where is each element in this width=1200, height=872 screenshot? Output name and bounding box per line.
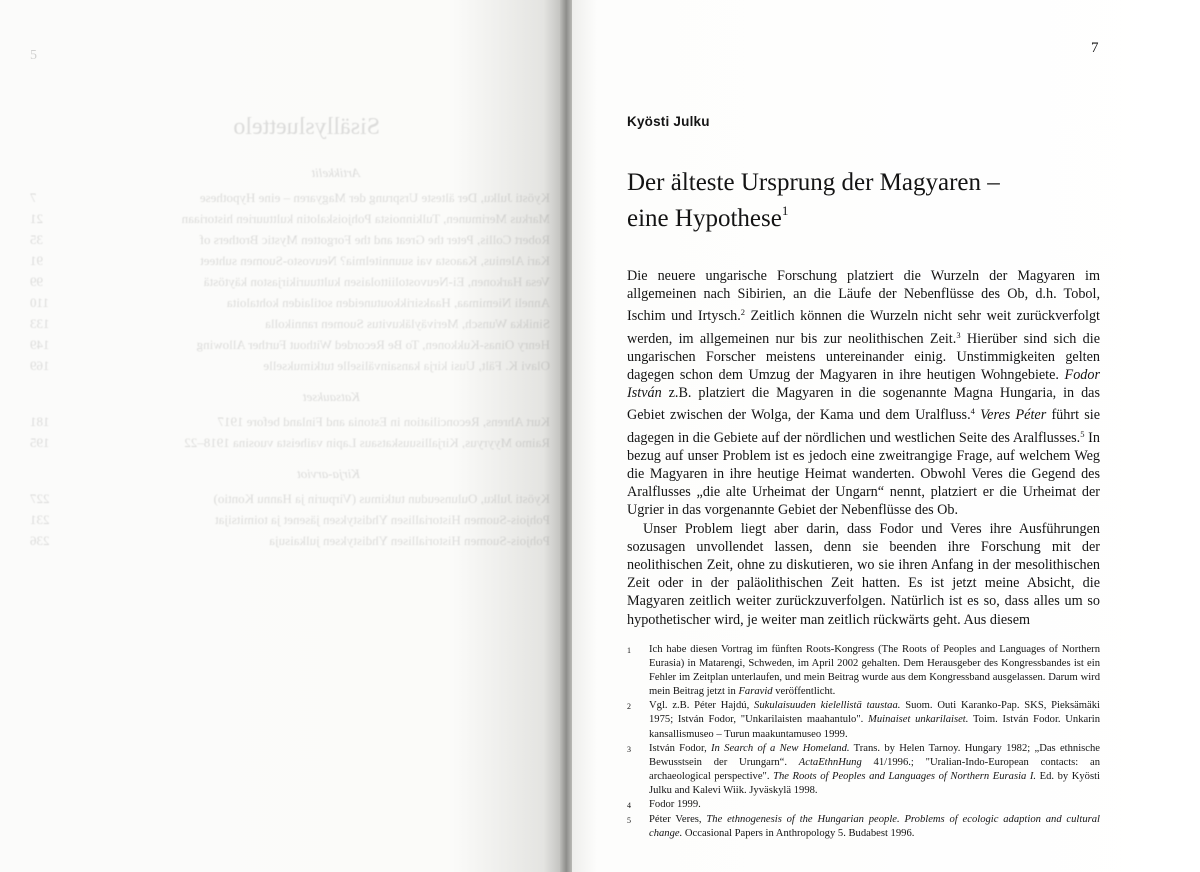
contents-entry-page: 21 bbox=[30, 211, 43, 226]
contents-entry bbox=[30, 273, 550, 290]
footnote-text: Péter Veres, bbox=[649, 814, 707, 826]
footnote-italic: The Roots of Peoples and Languages of Northern Eurasia I. bbox=[773, 770, 1037, 782]
contents-entry bbox=[30, 231, 550, 248]
footnote-italic: The ethnogenesis of the Hungarian people. Problems of ecologic adaption and cultural change. bbox=[649, 814, 1100, 840]
left-page-number: 5 bbox=[30, 48, 37, 63]
contents-entry bbox=[30, 413, 550, 430]
footnote-1 bbox=[627, 643, 1100, 699]
contents-entry bbox=[30, 252, 550, 269]
footnote-text: Ich habe diesen Vortrag im fünften Roots-Kongress (The Roots of Peoples and Languages of Northern Eurasia) in Matarengi, Schweden, im April 2002 gehalten. Dem Herausgeber des Kongressbandes ist ein Fehler im Zeitplan unterlaufen, und mein Beitrag wurde aus dem Kongressband ausgelassen. Darum wird mein Beitrag jetzt in bbox=[649, 644, 1100, 698]
contents-entry-page: 91 bbox=[30, 253, 43, 268]
contents-entry-title: Kari Alenius, Kaaosta vai suunnitelmia? Neuvosto-Suomen suhteet bbox=[200, 253, 550, 268]
footnote-text: István Fodor, bbox=[649, 742, 712, 754]
p1-text-4: z.B. platziert die Magyaren in die sogenannte Magna Hungaria, in das Gebiet zwischen der Wolga, der Kama und dem Uralfluss. bbox=[627, 385, 1100, 424]
contents-entry-title: Anneli Niemimaa, Haaksirikkoutuneiden sotilaiden kohtaloita bbox=[226, 295, 550, 310]
p1-text-5: führt sie dagegen in die Gebiete auf der nördlichen und westlichen Seite des Aralflusses. bbox=[627, 407, 1100, 446]
contents-entry bbox=[30, 189, 550, 206]
contents-entry-title: Kyösti Julku, Der älteste Ursprung der Magyaren – eine Hypothese bbox=[199, 190, 550, 205]
contents-entry bbox=[30, 511, 550, 528]
p1-name-fodor: Fodor István bbox=[627, 367, 1100, 402]
contents-section-reviews: Katsaukset bbox=[302, 389, 360, 404]
contents-section-book-reviews: Kirja-arviot bbox=[297, 466, 360, 481]
contents-entry bbox=[30, 336, 550, 353]
footnote-text: Toim. István Fodor. Unkarin kansallismuseo – Turun maakuntamuseo 1999. bbox=[649, 714, 1100, 740]
footnote-text: 41/1996.; "Uralian-Indo-European contacts: an archaeological perspective". bbox=[649, 756, 1101, 782]
contents-entry-page: 227 bbox=[30, 491, 50, 506]
contents-entry-title: Sinikka Wunsch, Meriväyläkuvitus Suomen rannikolla bbox=[265, 316, 550, 331]
footnote-number: 3 bbox=[627, 744, 631, 754]
footnote-text: Occasional Papers in Anthropology 5. Budabest 1996. bbox=[682, 828, 915, 840]
footnote-ref-4: 4 bbox=[970, 406, 975, 417]
contents-entry-title: Pohjois-Suomen Historiallisen Yhdistyksen julkaisuja bbox=[269, 533, 550, 548]
title-line-2: eine Hypothese bbox=[627, 205, 782, 232]
footnote-number: 2 bbox=[627, 702, 631, 712]
p1-text-1: Die neuere ungarische Forschung platziert die Wurzeln der Magyaren im allgemeinen nach Sibirien, an die Läufe der Nebenflüsse des Ob, d.h. Tobol, Ischim und Irtysch. bbox=[627, 268, 1100, 325]
footnote-2 bbox=[627, 699, 1100, 741]
footnote-italic: Muinaiset unkarilaiset. bbox=[868, 714, 969, 726]
contents-entry bbox=[30, 210, 550, 227]
footnote-ref-3: 3 bbox=[956, 329, 961, 340]
article-body bbox=[627, 267, 1100, 629]
paragraph-2: Unser Problem liegt aber darin, dass Fodor und Veres ihre Ausführungen sozusagen unvollendet lassen, denn sie beenden ihre Forschung mit der neolithischen Zeit, ohne zu diskutieren, wo sie ihren Anfang in der mesolithischen Zeit oder in der paläolithischen Zeit hatten. Es ist jetzt meine Absicht, die Magyaren zeitlich weiter zurückzuverfolgen. Natürlich ist es so, dass alles um so hypothetischer wird, je weiter man zeitlich rückwärts geht. Aus diesem bbox=[627, 520, 1100, 628]
footnote-number: 4 bbox=[627, 801, 631, 811]
contents-entry-page: 110 bbox=[30, 295, 50, 310]
contents-entry-page: 181 bbox=[30, 414, 50, 429]
p1-name-veres: Veres Péter bbox=[980, 407, 1047, 424]
footnote-4 bbox=[627, 798, 1100, 813]
p1-text-2: Zeitlich können die Wurzeln nicht sehr weit zurückverfolgt werden, im allgemeinen nur bis zur neolithischen Zeit. bbox=[627, 308, 1100, 347]
contents-entry-page: 149 bbox=[30, 337, 50, 352]
footnote-divider bbox=[627, 630, 1100, 632]
contents-entry bbox=[30, 294, 550, 311]
contents-entry-title: Olavi K. Fält, Uusi kirja kansainväliselle tutkimukselle bbox=[263, 358, 550, 373]
paragraph-1 bbox=[627, 267, 1100, 520]
footnote-ref-5: 5 bbox=[1080, 428, 1085, 439]
p1-text-3: Hierüber sind sich die ungarischen Forscher meistens untereinander einig. Unstimmigkeiten gelten dagegen schon dem Umzug der Magyaren in ihre heutigen Wohngebiete. bbox=[627, 330, 1100, 384]
footnote-ref-2: 2 bbox=[740, 307, 746, 318]
p1-text-6: In bezug auf unser Problem ist es jedoch eine zweitrangige Frage, auf welchem Weg die Magyaren in ihre heutige Heimat wanderten. Obwohl Veres die Gegend des Aralflusses „die alte Urheimat der Ungarn“ nennt, platziert er die Urheimat der Ugrier in das vorgenannte Gebiet der Nebenflüsse des Ob. bbox=[627, 429, 1100, 519]
footnote-5 bbox=[627, 813, 1100, 841]
contents-entry-title: Markus Merimunen, Tulkinnoista Pohjoiskalotin kulttuurien historiaan bbox=[181, 211, 550, 226]
article-title bbox=[627, 169, 1097, 233]
contents-entry-page: 236 bbox=[30, 533, 50, 548]
page-number: 7 bbox=[1091, 40, 1099, 56]
contents-entry-title: Raimo Myyryus, Kirjallisuuskatsaus Lapin vaiheista vuosina 1918–22 bbox=[184, 435, 550, 450]
footnote-text: Suom. Outi Karanko-Pap. SKS, Pieksämäki 1975; István Fodor, "Unkarilaisten maahantulo". bbox=[649, 700, 1100, 726]
contents-entry-page: 7 bbox=[30, 190, 37, 205]
contents-entry bbox=[30, 532, 550, 549]
footnote-number: 5 bbox=[627, 816, 631, 826]
contents-entry-page: 133 bbox=[30, 316, 50, 331]
footnote-text: Ed. by Kyösti Julku and Kalevi Wiik. Jyväskylä 1998. bbox=[649, 770, 1100, 796]
contents-entry bbox=[30, 357, 550, 374]
footnote-number: 1 bbox=[627, 646, 631, 655]
contents-entry-title: Kyösti Julku, Oulunseudun tutkimus (Virpurin ja Hannu Kontio) bbox=[213, 491, 550, 506]
contents-entry-title: Vesa Harkonen, Ei-Neuvostoliittolaisen kulttuurikirjaston käytöstä bbox=[203, 274, 550, 289]
footnote-italic: In Search of a New Homeland. bbox=[711, 742, 850, 754]
contents-entry-title: Robert Collis, Peter the Great and the Forgotten Mystic Brothers of bbox=[199, 232, 550, 247]
contents-entry-title: Pohjois-Suomen Historiallisen Yhdistyksen jäsenet ja toimitsijat bbox=[215, 512, 550, 527]
contents-entry-title: Henry Oinas-Kukkonen, To Be Recorded Without Further Allowing bbox=[196, 337, 550, 352]
footnote-italic: Sukulaisuuden kielellistä taustaa. bbox=[754, 700, 901, 712]
contents-entry-page: 169 bbox=[30, 358, 50, 373]
title-footnote-ref: 1 bbox=[781, 203, 789, 218]
contents-entry bbox=[30, 490, 550, 507]
footnotes bbox=[627, 643, 1100, 841]
author-name: Kyösti Julku bbox=[627, 114, 710, 129]
contents-entry-page: 231 bbox=[30, 512, 50, 527]
contents-heading: Sisällysluettelo bbox=[233, 114, 380, 140]
footnote-text: veröffentlicht. bbox=[772, 686, 836, 698]
footnote-italic: Faravid bbox=[738, 686, 773, 698]
contents-entry bbox=[30, 434, 550, 451]
contents-entry-title: Kurt Ahrens, Reconciliation in Estonia and Finland before 1917 bbox=[217, 414, 550, 429]
contents-entry-page: 195 bbox=[30, 435, 50, 450]
contents-entry-page: 35 bbox=[30, 232, 43, 247]
title-line-1: Der älteste Ursprung der Magyaren – bbox=[627, 169, 1000, 196]
footnote-text: Vgl. z.B. Péter Hajdú, bbox=[649, 700, 755, 712]
contents-entry bbox=[30, 315, 550, 332]
contents-section-articles: Artikkelit bbox=[311, 165, 360, 180]
footnote-italic: ActaEthnHung bbox=[798, 756, 862, 768]
footnote-text: Trans. by Helen Tarnoy. Hungary 1982; „Das ethnische Bewusstsein der Urungarn“. bbox=[649, 742, 1100, 768]
footnote-text: Fodor 1999. bbox=[649, 799, 701, 811]
footnote-3 bbox=[627, 742, 1100, 798]
contents-entry-page: 99 bbox=[30, 274, 43, 289]
left-page bbox=[0, 0, 566, 872]
bleed-through-contents bbox=[30, 40, 550, 553]
